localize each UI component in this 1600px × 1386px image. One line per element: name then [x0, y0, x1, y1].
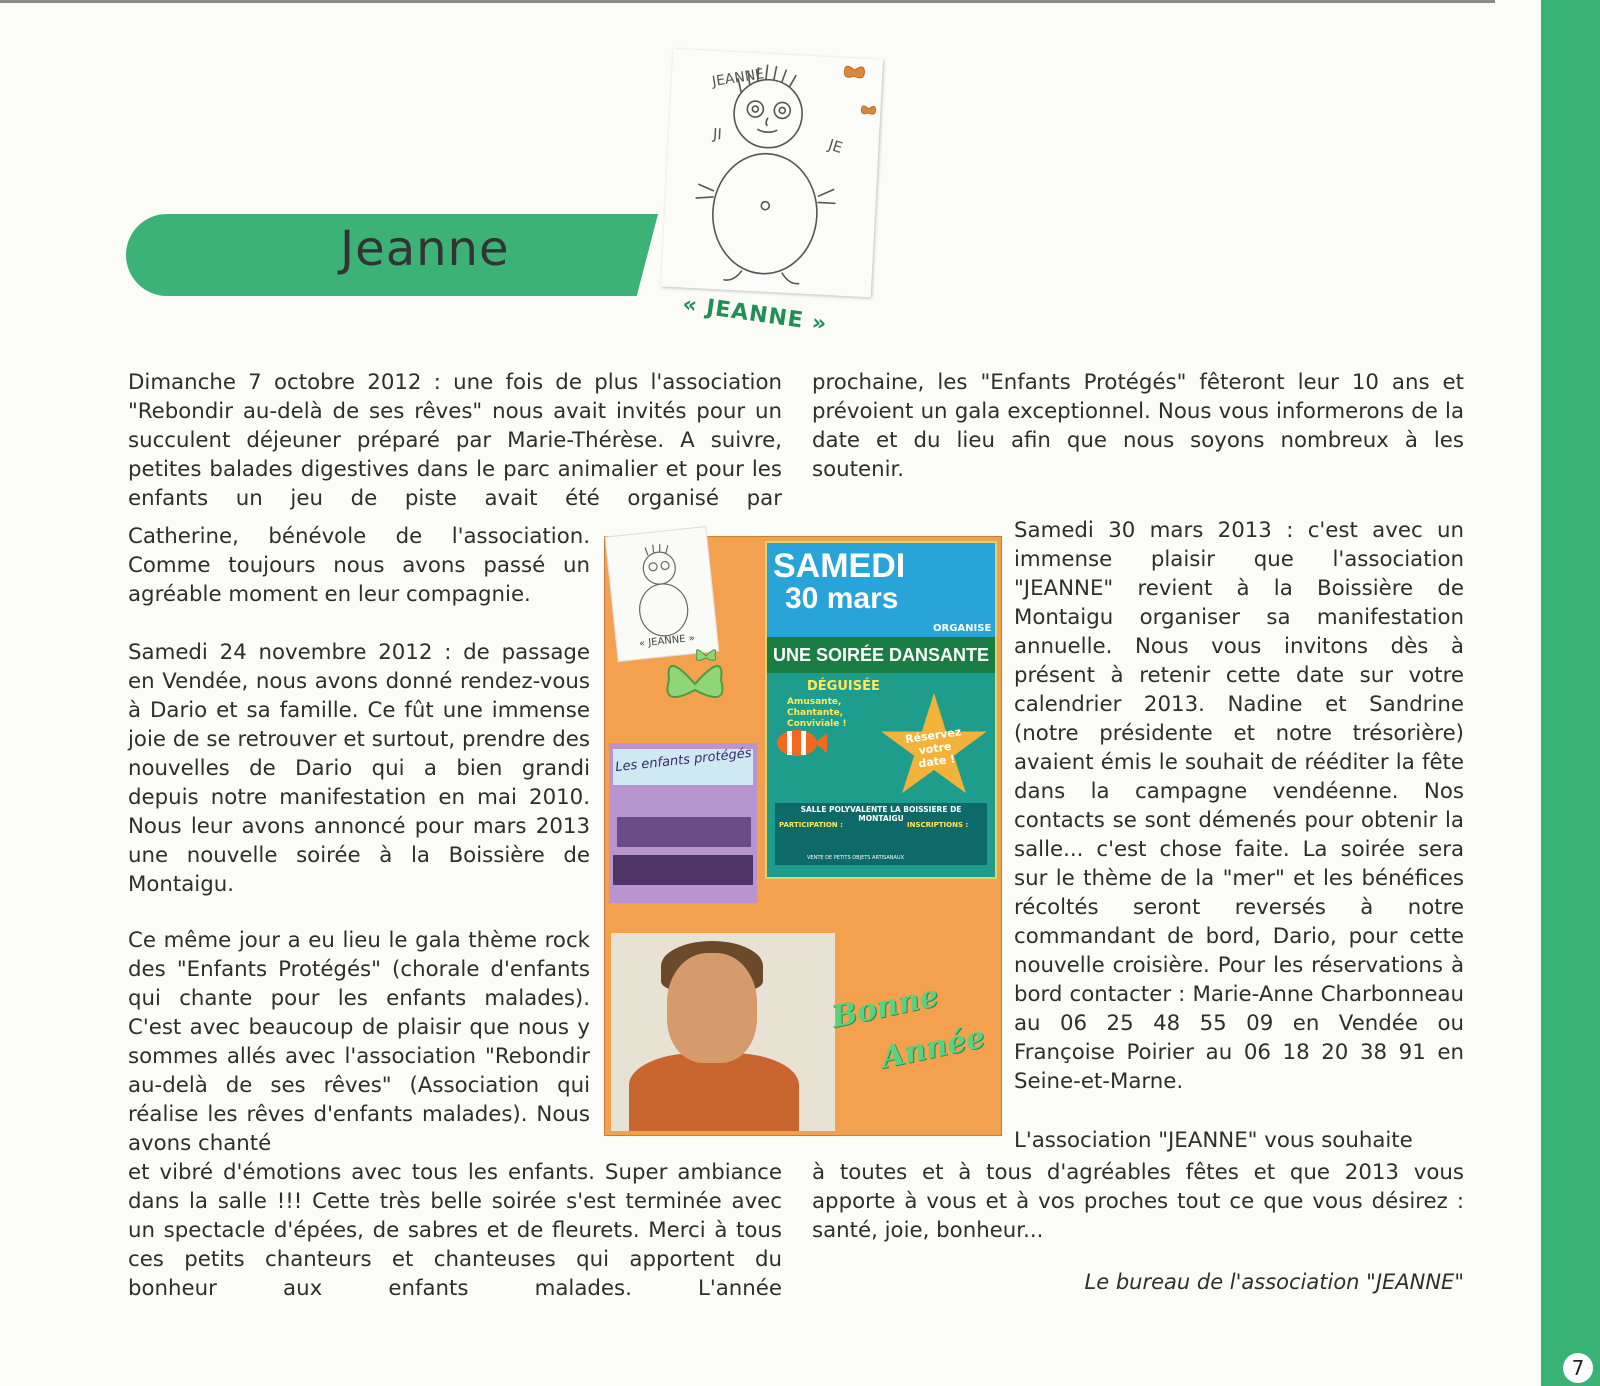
jeanne-logo-drawing: [661, 49, 883, 298]
article-col2-p3: à toutes et à tous d'agréables fêtes et que 2013 vous apporte à vous et à vos proches tout ce que vous désirez : santé, joie, bonheur...: [812, 1160, 1464, 1243]
clownfish-icon: [769, 723, 829, 763]
boy-body: [629, 1053, 799, 1131]
page-number: 7: [1561, 1351, 1595, 1385]
page-title: Jeanne: [340, 221, 510, 277]
poster-venue: SALLE POLYVALENTE LA BOISSIERE DE MONTAIGU: [800, 805, 962, 823]
poster-subline2: Amusante, Chantante, Conviviale !: [787, 697, 847, 729]
child-drawing-icon: [661, 49, 883, 298]
article-col1-p1-end: Catherine, bénévole de l'association. Comme toujours nous avons passé un agréable moment en leur compagnie.: [128, 524, 590, 607]
photo-collage: [604, 536, 1002, 1136]
article-col1-p3: Ce même jour a eu lieu le gala thème rock des "Enfants Protégés" (chorale d'enfants qui chante pour les enfants malades). C'est avec beaucoup de plaisir que nous y sommes allés avec l'association "Rebondir au-delà de ses rêves" (Association qui réalise les rêves d'enfants malades). Nous avons chanté: [128, 928, 590, 1156]
article-col2-p3-start: L'association "JEANNE" vous souhaite: [1014, 1128, 1413, 1153]
small-butterfly-icon: [695, 645, 717, 667]
side-color-band: [1541, 0, 1600, 1386]
choir-photo: [609, 743, 757, 903]
mini-card-caption: « JEANNE »: [638, 632, 696, 650]
poster-inscriptions: INSCRIPTIONS :: [907, 821, 969, 829]
drawing-label-jeanne: JEANNE: [710, 66, 766, 91]
poster-date: 30 mars: [785, 582, 899, 615]
article-col1-p3-end: et vibré d'émotions avec tous les enfants. Super ambiance dans la salle !!! Cette très belle soirée s'est terminée avec un spectacle d'épées, de sabres et de fleurets. Merci à tous ces petits chanteurs et chanteuses qui apportent du bonheur aux enfants malades. L'année: [128, 1160, 782, 1301]
poster-star-text: Réservez votre date !: [904, 725, 963, 771]
choir-row-front: [613, 855, 753, 885]
poster-footer-text: VENTE DE PETITS OBJETS ARTISANAUX: [807, 855, 905, 861]
poster-organise: ORGANISE: [933, 623, 992, 634]
greeting-text: [827, 963, 1005, 1141]
poster-headline: UNE SOIRÉE DANSANTE: [767, 637, 995, 673]
top-rule: [0, 0, 1495, 3]
article-col1-p2: Samedi 24 novembre 2012 : de passage en Vendée, nous avons donné rendez-vous à Dario et sa famille. Ce fût une immense joie de se retrouver et surtout, prendre des nouvelles de Dario qui a bien grandi depuis notre manifestation en mai 2010. Nous leur avons annoncé pour mars 2013 une nouvelle soirée à la Boissière de Montaigu.: [128, 640, 590, 897]
greeting-line-1: Bonne: [828, 978, 942, 1036]
drawing-label-je: JE: [826, 135, 845, 157]
article-col1-top: Dimanche 7 octobre 2012 : une fois de plus l'association "Rebondir au-delà de ses rêves" nous avait invités pour un succulent déjeuner préparé par Marie-Thérèse. A suivre, petites balades digestives dans le parc animalier et pour les enfants un jeu de piste avait été organisé par: [128, 370, 782, 511]
choir-row-back: [617, 817, 751, 847]
greeting-line-2: Année: [878, 1019, 989, 1076]
mini-logo-card: [605, 526, 720, 662]
poster-participation: PARTICIPATION :: [779, 821, 843, 829]
choir-banner-text: Les enfants protégés: [614, 745, 753, 776]
boy-face: [667, 953, 757, 1063]
boy-photo: [611, 933, 835, 1131]
poster-day: SAMEDI: [773, 547, 906, 585]
article-col2-p2: Samedi 30 mars 2013 : c'est avec un immense plaisir que l'association "JEANNE" revient à la Boissière de Montaigu organiser sa manifestation annuelle. Nous vous invitons dès à présent à retenir cette date sur votre calendrier 2013. Nadine et Sandrine (notre présidente et notre trésorière) avaient émis le souhait de rééditer la fête dans la campagne vendéenne. Nos contacts se sont démenés pour obtenir la salle... c'est chose faite. La soirée sera sur le thème de la "mer" et les bénéfices récoltés seront reversés à notre commandant de bord, Dario, pour cette nouvelle croisière. Pour les réservations à bord contacter : Marie-Anne Charbonneau au 06 25 48 55 09 en Vendée ou Françoise Poirier au 06 18 20 38 91 en Seine-et-Marne.: [1014, 518, 1464, 1094]
drawing-label-ji: JI: [712, 124, 723, 144]
event-poster: [765, 541, 997, 879]
article-col2-top: prochaine, les "Enfants Protégés" fêteront leur 10 ans et prévoient un gala exceptionnel. Nous vous informerons de la date et du lieu afin que nous soyons nombreux à les soutenir.: [812, 370, 1464, 482]
logo-caption: « JEANNE »: [680, 291, 829, 338]
signature: Le bureau de l'association "JEANNE": [1084, 1270, 1464, 1294]
poster-subline: DÉGUISÉE: [807, 679, 880, 694]
